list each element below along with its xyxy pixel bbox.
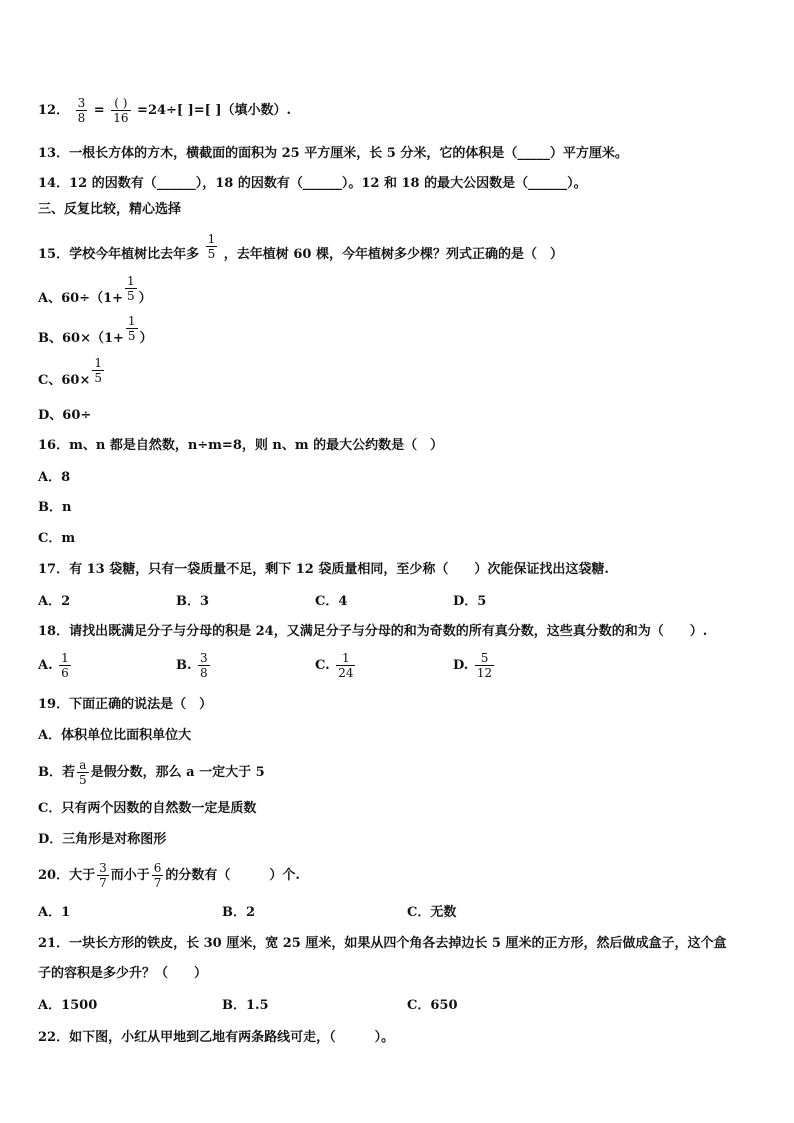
- option-b: B．2: [222, 905, 256, 920]
- option-c: C、60× $\frac{1}{5}$: [38, 356, 102, 388]
- question-21-line-2: 子的容积是多少升？（ ）: [38, 966, 208, 981]
- fraction: $\frac{6}{7}$: [153, 861, 162, 890]
- option-d: D．5: [453, 594, 487, 609]
- option-b: B．1.5: [222, 998, 269, 1013]
- fraction: $\frac{5}{12}$: [476, 651, 493, 680]
- option-b: B．n: [38, 500, 72, 515]
- question-18: 18．请找出既满足分子与分母的积是 24，又满足分子与分母的和为奇数的所有真分数，这些真分数的和为（ ）.: [38, 624, 708, 639]
- option-b: B．3: [176, 594, 210, 609]
- fraction: $\frac{1}{24}$: [338, 651, 354, 680]
- option-d: D．三角形是对称图形: [38, 832, 167, 847]
- option-b: B. $\frac{3}{8}$: [176, 651, 208, 680]
- fraction: $\frac{1}{5}$: [94, 356, 102, 385]
- option-a: A．8: [38, 470, 71, 485]
- option-a: A．1500: [38, 998, 98, 1013]
- fraction: $\frac{1}{5}$: [127, 314, 136, 343]
- question-12: 12． $\frac{3}{8}$ = $\frac{( )}{16}$ =24÷[ ]=[ ]（填小数）.: [38, 96, 291, 125]
- option-a: A、60÷（1+ $\frac{1}{5}$ ）: [38, 274, 152, 306]
- fraction: $\frac{3}{8}$: [77, 96, 86, 125]
- option-c: C．无数: [407, 905, 457, 920]
- question-20: 20．大于 $\frac{3}{7}$ 而小于 $\frac{6}{7}$ 的分数有（ ）个.: [38, 861, 300, 890]
- fraction: $\frac{1}{5}$: [207, 232, 216, 261]
- fraction: $\frac{1}{5}$: [127, 274, 135, 303]
- question-17: 17．有 13 袋糖，只有一袋质量不足，剩下 12 袋质量相同，至少称（ ）次能保证找出这袋糖.: [38, 562, 609, 577]
- option-a: A．1: [38, 905, 71, 920]
- fraction: $\frac{1}{6}$: [61, 651, 69, 680]
- fraction: $\frac{3}{7}$: [99, 861, 107, 890]
- question-16: 16．m、n 都是自然数，n÷m=8，则 n、m 的最大公约数是（ ）: [38, 438, 444, 453]
- option-a: A．2: [38, 594, 71, 609]
- option-a: A. $\frac{1}{6}$: [38, 651, 69, 680]
- option-c: C．只有两个因数的自然数一定是质数: [38, 801, 257, 816]
- option-a: A．体积单位比面积单位大: [38, 728, 192, 743]
- fraction: $\frac{a}{5}$: [79, 758, 87, 787]
- question-21-line-1: 21．一块长方形的铁皮，长 30 厘米，宽 25 厘米，如果从四个角各去掉边长 5 厘米的正方形，然后做成盒子，这个盒: [38, 936, 727, 951]
- question-15: 15．学校今年植树比去年多 $\frac{1}{5}$ ，去年植树 60 棵，今年植树多少棵？列式正确的是（ ）: [38, 232, 563, 262]
- option-b: B．若 $\frac{a}{5}$ 是假分数，那么 a 一定大于 5: [38, 758, 265, 787]
- question-13: 13．一根长方体的方木，横截面的面积为 25 平方厘米，长 5 分米，它的体积是（_____）平方厘米。: [38, 146, 628, 161]
- option-d: D. $\frac{5}{12}$: [453, 651, 493, 680]
- option-b: B、60×（1+ $\frac{1}{5}$ ）: [38, 314, 153, 346]
- option-d: D、60÷: [38, 408, 92, 423]
- option-c: C．650: [407, 998, 458, 1013]
- fraction-blank: $\frac{( )}{16}$: [113, 96, 129, 125]
- fraction: $\frac{3}{8}$: [200, 651, 208, 680]
- section-title: 三、反复比较，精心选择: [38, 202, 182, 217]
- question-22: 22．如下图，小红从甲地到乙地有两条路线可走，（ ）。: [38, 1030, 395, 1045]
- option-c: C．4: [315, 594, 348, 609]
- option-c: C．m: [38, 531, 76, 546]
- question-number: 12．: [38, 103, 70, 118]
- option-c: C. $\frac{1}{24}$: [315, 651, 354, 680]
- question-14: 14．12 的因数有（______），18 的因数有（______）。12 和 18 的最大公因数是（______）。: [38, 176, 587, 191]
- question-19: 19．下面正确的说法是（ ）: [38, 697, 213, 712]
